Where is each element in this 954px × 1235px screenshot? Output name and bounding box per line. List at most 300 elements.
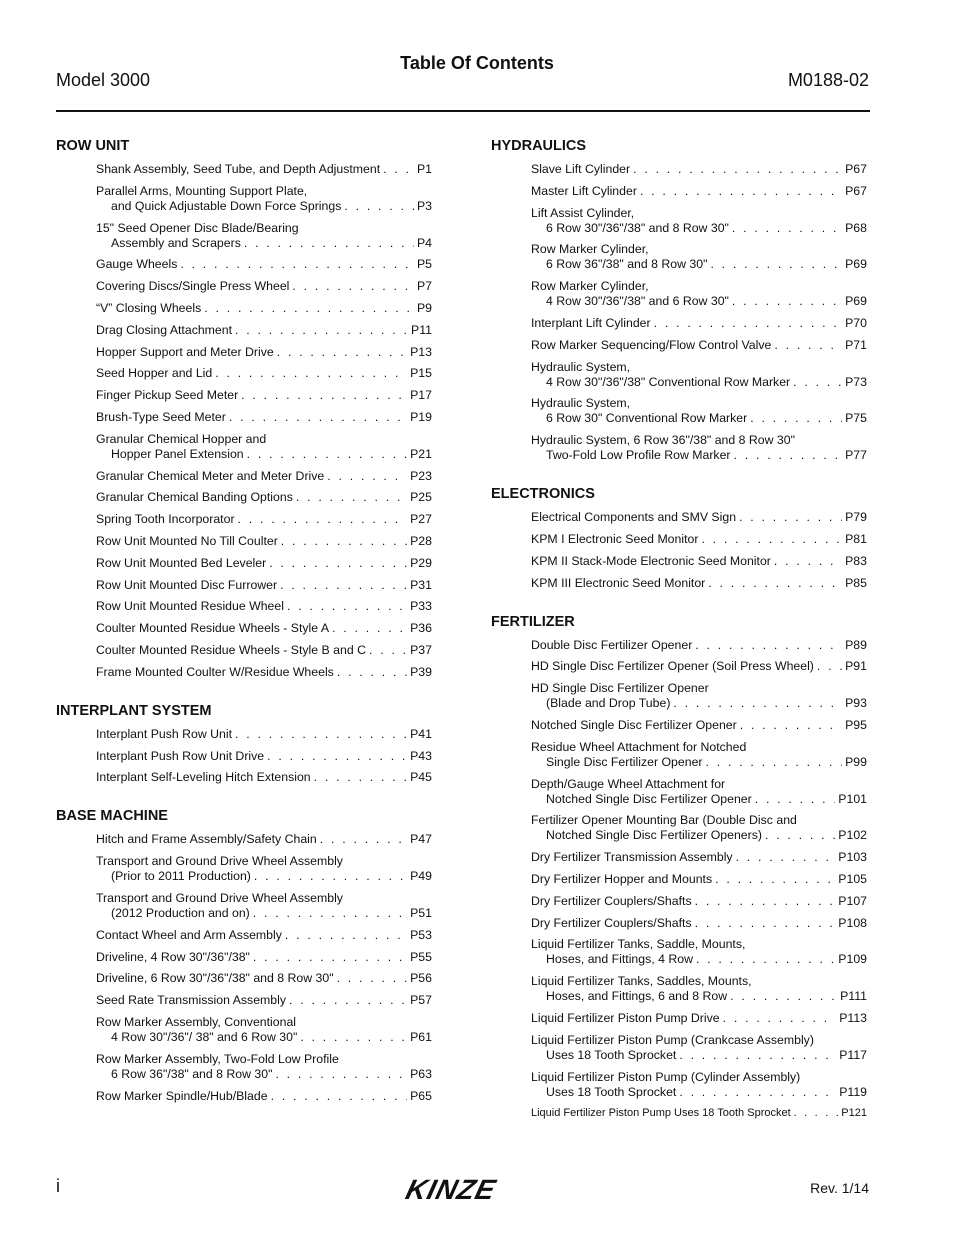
- entry-title-line: Liquid Fertilizer Tanks, Saddle, Mounts,: [531, 937, 746, 952]
- entry-title: KPM II Stack-Mode Electronic Seed Monitor: [531, 553, 771, 568]
- toc-entry[interactable]: [96, 534, 432, 549]
- entry-page-number: P4: [416, 235, 432, 250]
- entry-page-number: P17: [410, 388, 432, 403]
- entry-title: HD Single Disc Fertilizer Opener (Soil Press Wheel): [531, 659, 814, 674]
- toc-entry[interactable]: [96, 950, 432, 965]
- dot-leader: [750, 411, 842, 426]
- entry-page-number: P77: [845, 448, 867, 463]
- dot-leader: [180, 257, 414, 272]
- entry-title: 6 Row 30"/36"/38" and 8 Row 30": [546, 220, 729, 235]
- toc-entry[interactable]: [96, 162, 432, 177]
- entry-title: Uses 18 Tooth Sprocket: [546, 1084, 677, 1099]
- entry-page-number: P5: [416, 257, 432, 272]
- toc-entry[interactable]: [531, 777, 867, 807]
- toc-entry[interactable]: [96, 891, 432, 921]
- dot-leader: [734, 448, 843, 463]
- toc-entry[interactable]: [96, 279, 432, 294]
- toc-entry[interactable]: [96, 301, 432, 316]
- toc-section: [491, 137, 867, 463]
- toc-entry[interactable]: [96, 643, 432, 658]
- entry-title: 4 Row 30"/36"/38" and 6 Row 30": [546, 294, 729, 309]
- entry-title-line: Granular Chemical Hopper and: [96, 431, 267, 446]
- entry-title-line: Lift Assist Cylinder,: [531, 205, 635, 220]
- dot-leader: [755, 792, 836, 807]
- entry-title-line: 15" Seed Opener Disc Blade/Bearing: [96, 220, 299, 235]
- left-column: [56, 137, 432, 1126]
- entry-title: Interplant Push Row Unit: [96, 726, 233, 741]
- toc-entry[interactable]: [96, 512, 432, 527]
- toc-entry[interactable]: [531, 433, 867, 463]
- toc-entry[interactable]: [531, 1106, 867, 1121]
- dot-leader: [275, 1067, 407, 1082]
- toc-entry[interactable]: [531, 872, 867, 887]
- toc-entry[interactable]: [96, 257, 432, 272]
- entry-title: Hopper Panel Extension: [111, 446, 244, 461]
- toc-entry[interactable]: [96, 432, 432, 462]
- dot-leader: [247, 447, 407, 462]
- dot-leader: [337, 971, 408, 986]
- toc-entry[interactable]: [531, 532, 867, 547]
- dot-leader: [235, 323, 408, 338]
- entry-page-number: P113: [839, 1010, 867, 1025]
- dot-leader: [739, 510, 842, 525]
- entry-title: Seed Rate Transmission Assembly: [96, 993, 287, 1008]
- dot-leader: [267, 749, 407, 764]
- entry-page-number: P109: [838, 952, 867, 967]
- dot-leader: [817, 659, 842, 674]
- toc-entry[interactable]: [96, 928, 432, 943]
- entry-page-number: P55: [410, 949, 432, 964]
- entry-title: Coulter Mounted Residue Wheels - Style B and C: [96, 642, 366, 657]
- entry-page-number: P9: [416, 300, 432, 315]
- dot-leader: [730, 989, 837, 1004]
- entry-title-line: Residue Wheel Attachment for Notched: [531, 739, 747, 754]
- entry-page-number: P69: [845, 294, 867, 309]
- dot-leader: [723, 1011, 837, 1026]
- dot-leader: [654, 316, 842, 331]
- entry-title: 6 Row 30" Conventional Row Marker: [546, 411, 748, 426]
- entry-page-number: P103: [838, 850, 867, 865]
- dot-leader: [253, 906, 407, 921]
- entry-page-number: P43: [410, 748, 432, 763]
- entry-page-number: P29: [410, 555, 432, 570]
- entry-title: Single Disc Fertilizer Opener: [546, 754, 703, 769]
- dot-leader: [344, 199, 414, 214]
- kinze-logo: [403, 1176, 525, 1202]
- entry-page-number: P51: [410, 905, 432, 920]
- section-title: INTERPLANT SYSTEM: [56, 702, 212, 719]
- toc-entry[interactable]: [531, 316, 867, 331]
- toc-entry[interactable]: [531, 813, 867, 843]
- entry-page-number: P119: [839, 1084, 867, 1099]
- entry-title: 6 Row 36"/38" and 8 Row 30": [111, 1066, 273, 1081]
- toc-entry[interactable]: [531, 184, 867, 199]
- dot-leader: [736, 850, 836, 865]
- entry-title: Dry Fertilizer Hopper and Mounts: [531, 871, 713, 886]
- toc-entry[interactable]: [531, 740, 867, 770]
- entry-title-line: Row Marker Cylinder,: [531, 242, 649, 257]
- toc-section: [56, 137, 432, 680]
- entry-page-number: P21: [410, 446, 432, 461]
- toc-entry[interactable]: [96, 749, 432, 764]
- entry-title: Assembly and Scrapers: [111, 235, 241, 250]
- entry-page-number: P7: [416, 279, 432, 294]
- dot-leader: [695, 638, 842, 653]
- entry-title: Dry Fertilizer Couplers/Shafts: [531, 893, 692, 908]
- entry-page-number: P33: [410, 599, 432, 614]
- toc-entry[interactable]: [96, 490, 432, 505]
- entry-page-number: P15: [410, 366, 432, 381]
- toc-entry[interactable]: [96, 410, 432, 425]
- toc-section: [491, 485, 867, 590]
- toc-entry[interactable]: [531, 638, 867, 653]
- toc-entry[interactable]: [531, 1070, 867, 1100]
- dot-leader: [633, 162, 842, 177]
- entry-page-number: P65: [410, 1088, 432, 1103]
- entry-title: Covering Discs/Single Press Wheel: [96, 279, 290, 294]
- entry-page-number: P56: [410, 971, 432, 986]
- dot-leader: [701, 532, 842, 547]
- model-name: Model 3000: [56, 70, 151, 90]
- entry-page-number: P61: [410, 1029, 432, 1044]
- entry-title-line: Row Marker Assembly, Conventional: [96, 1014, 297, 1029]
- right-column: [491, 137, 867, 1143]
- toc-entry[interactable]: [96, 578, 432, 593]
- entry-page-number: P79: [845, 510, 867, 525]
- toc-entry[interactable]: [531, 1033, 867, 1063]
- entry-title: Driveline, 6 Row 30"/36"/38" and 8 Row 30": [96, 971, 334, 986]
- toc-entry[interactable]: [96, 665, 432, 680]
- dot-leader: [271, 1089, 408, 1104]
- toc-entry[interactable]: [531, 659, 867, 674]
- toc-entry[interactable]: [96, 1015, 432, 1045]
- dot-leader: [793, 375, 842, 390]
- toc-entry[interactable]: [96, 621, 432, 636]
- entry-page-number: P70: [845, 315, 867, 330]
- entry-page-number: P45: [410, 770, 432, 785]
- entry-page-number: P121: [841, 1107, 867, 1120]
- toc-entry[interactable]: [531, 554, 867, 569]
- dot-leader: [794, 1106, 839, 1121]
- entry-page-number: P36: [410, 621, 432, 636]
- dot-leader: [327, 469, 407, 484]
- entry-title-line: Depth/Gauge Wheel Attachment for: [531, 776, 726, 791]
- dot-leader: [229, 410, 407, 425]
- entry-page-number: P19: [410, 409, 432, 424]
- dot-leader: [238, 512, 408, 527]
- entry-title: Granular Chemical Banding Options: [96, 490, 293, 505]
- entry-title: Interplant Push Row Unit Drive: [96, 748, 265, 763]
- entry-page-number: P99: [845, 754, 867, 769]
- entry-page-number: P3: [416, 198, 432, 213]
- entry-title: Hoses, and Fittings, 6 and 8 Row: [546, 989, 728, 1004]
- entry-page-number: P101: [838, 791, 867, 806]
- dot-leader: [320, 832, 407, 847]
- toc-entry[interactable]: [96, 832, 432, 847]
- entry-page-number: P13: [410, 344, 432, 359]
- header-divider: [56, 110, 870, 112]
- toc-entry[interactable]: [96, 184, 432, 214]
- entry-page-number: P81: [845, 531, 867, 546]
- entry-title: Contact Wheel and Arm Assembly: [96, 927, 282, 942]
- entry-page-number: P37: [410, 642, 432, 657]
- dot-leader: [235, 727, 407, 742]
- dot-leader: [281, 534, 407, 549]
- dot-leader: [292, 279, 414, 294]
- dot-leader: [732, 221, 842, 236]
- dot-leader: [774, 338, 842, 353]
- entry-page-number: P93: [845, 696, 867, 711]
- toc-entry[interactable]: [531, 279, 867, 309]
- entry-page-number: P69: [845, 257, 867, 272]
- entry-title: Frame Mounted Coulter W/Residue Wheels: [96, 664, 334, 679]
- toc-section: [56, 702, 432, 786]
- dot-leader: [269, 556, 407, 571]
- dot-leader: [369, 643, 407, 658]
- toc-entry[interactable]: [531, 974, 867, 1004]
- dot-leader: [285, 928, 407, 943]
- entry-title: Row Unit Mounted No Till Coulter: [96, 533, 278, 548]
- entry-page-number: P63: [410, 1066, 432, 1081]
- toc-entry[interactable]: [531, 162, 867, 177]
- dot-leader: [296, 490, 407, 505]
- section-title: BASE MACHINE: [56, 808, 168, 825]
- page-title: Table Of Contents: [400, 53, 554, 73]
- dot-leader: [765, 828, 835, 843]
- toc-entry[interactable]: [96, 469, 432, 484]
- entry-title: Hoses, and Fittings, 4 Row: [546, 952, 693, 967]
- entry-page-number: P53: [410, 927, 432, 942]
- dot-leader: [241, 388, 407, 403]
- dot-leader: [383, 162, 414, 177]
- entry-page-number: P95: [845, 717, 867, 732]
- entry-page-number: P25: [410, 490, 432, 505]
- entry-title: (Blade and Drop Tube): [546, 696, 671, 711]
- toc-entry[interactable]: [531, 1011, 867, 1026]
- entry-title: 4 Row 30"/36"/38" Conventional Row Marker: [546, 374, 791, 389]
- entry-page-number: P49: [410, 869, 432, 884]
- toc-entry[interactable]: [96, 993, 432, 1008]
- dot-leader: [337, 665, 407, 680]
- toc-entry[interactable]: [531, 718, 867, 733]
- entry-page-number: P107: [838, 893, 867, 908]
- entry-page-number: P105: [838, 871, 867, 886]
- entry-title: Row Unit Mounted Disc Furrower: [96, 577, 278, 592]
- dot-leader: [774, 554, 842, 569]
- entry-title: Two-Fold Low Profile Row Marker: [546, 448, 731, 463]
- page-number: i: [56, 1176, 60, 1196]
- entry-title: Uses 18 Tooth Sprocket: [546, 1047, 677, 1062]
- entry-title: and Quick Adjustable Down Force Springs: [111, 198, 342, 213]
- entry-title-line: Hydraulic System, 6 Row 36"/38" and 8 Row 30": [531, 433, 795, 448]
- toc-entry[interactable]: [531, 576, 867, 591]
- entry-title: Row Marker Sequencing/Flow Control Valve: [531, 337, 772, 352]
- entry-title: Driveline, 4 Row 30"/36"/38": [96, 949, 250, 964]
- revision-label: Rev. 1/14: [810, 1180, 869, 1196]
- entry-title-line: Liquid Fertilizer Tanks, Saddles, Mounts,: [531, 974, 752, 989]
- entry-title: (Prior to 2011 Production): [111, 869, 251, 884]
- toc-entry[interactable]: [531, 850, 867, 865]
- entry-title: Row Unit Mounted Bed Leveler: [96, 555, 267, 570]
- entry-title: Dry Fertilizer Couplers/Shafts: [531, 915, 692, 930]
- dot-leader: [696, 952, 835, 967]
- dot-leader: [277, 345, 407, 360]
- entry-page-number: P83: [845, 553, 867, 568]
- dot-leader: [314, 770, 407, 785]
- dot-leader: [706, 755, 843, 770]
- entry-page-number: P1: [416, 162, 432, 176]
- toc-entry[interactable]: [531, 396, 867, 426]
- toc-entry[interactable]: [531, 242, 867, 272]
- entry-title: Coulter Mounted Residue Wheels - Style A: [96, 621, 330, 636]
- toc-entry[interactable]: [531, 360, 867, 390]
- dot-leader: [740, 718, 842, 733]
- entry-page-number: P75: [845, 411, 867, 426]
- dot-leader: [244, 236, 414, 251]
- logo-text: KINZE: [403, 1176, 500, 1202]
- entry-page-number: P57: [410, 993, 432, 1008]
- entry-title-line: Hydraulic System,: [531, 396, 631, 411]
- toc-entry[interactable]: [96, 221, 432, 251]
- entry-page-number: P28: [410, 533, 432, 548]
- entry-page-number: P41: [410, 726, 432, 741]
- toc-entry[interactable]: [96, 345, 432, 360]
- entry-title: Double Disc Fertilizer Opener: [531, 637, 693, 652]
- dot-leader: [204, 301, 414, 316]
- entry-title: Notched Single Disc Fertilizer Opener: [531, 717, 737, 732]
- entry-title: Notched Single Disc Fertilizer Openers): [546, 828, 762, 843]
- entry-title: Hopper Support and Meter Drive: [96, 344, 274, 359]
- entry-title: Row Unit Mounted Residue Wheel: [96, 599, 284, 614]
- entry-title-line: HD Single Disc Fertilizer Opener: [531, 681, 709, 696]
- entry-page-number: P39: [410, 664, 432, 679]
- entry-page-number: P89: [845, 637, 867, 652]
- dot-leader: [640, 184, 842, 199]
- toc-entry[interactable]: [531, 937, 867, 967]
- entry-title: Electrical Components and SMV Sign: [531, 510, 737, 525]
- toc-entry[interactable]: [531, 681, 867, 711]
- entry-title: Notched Single Disc Fertilizer Opener: [546, 791, 752, 806]
- entry-title-line: Fertilizer Opener Mounting Bar (Double Disc and: [531, 813, 797, 828]
- entry-page-number: P73: [845, 374, 867, 389]
- dot-leader: [673, 696, 842, 711]
- toc-entry[interactable]: [96, 556, 432, 571]
- toc-entry[interactable]: [96, 854, 432, 884]
- dot-leader: [254, 869, 407, 884]
- dot-leader: [280, 578, 407, 593]
- entry-title: (2012 Production and on): [111, 905, 250, 920]
- entry-title: Drag Closing Attachment: [96, 322, 233, 337]
- entry-page-number: P85: [845, 575, 867, 590]
- dot-leader: [679, 1048, 836, 1063]
- entry-title: Slave Lift Cylinder: [531, 162, 631, 176]
- toc-entry[interactable]: [531, 916, 867, 931]
- entry-page-number: P117: [839, 1047, 867, 1062]
- entry-title: KPM III Electronic Seed Monitor: [531, 575, 706, 590]
- entry-title: Liquid Fertilizer Piston Pump Uses 18 Tooth Sprocket: [531, 1107, 791, 1120]
- dot-leader: [732, 294, 842, 309]
- entry-title: Liquid Fertilizer Piston Pump Drive: [531, 1010, 720, 1025]
- dot-leader: [708, 576, 842, 591]
- entry-page-number: P102: [838, 828, 867, 843]
- entry-title-line: Liquid Fertilizer Piston Pump (Crankcase Assembly): [531, 1032, 814, 1047]
- dot-leader: [253, 950, 407, 965]
- dot-leader: [332, 621, 407, 636]
- entry-title: Gauge Wheels: [96, 257, 178, 272]
- entry-page-number: P23: [410, 468, 432, 483]
- toc-entry[interactable]: [96, 770, 432, 785]
- dot-leader: [287, 599, 407, 614]
- section-title: ROW UNIT: [56, 138, 130, 154]
- entry-title: Interplant Lift Cylinder: [531, 315, 651, 330]
- toc-entry[interactable]: [96, 366, 432, 381]
- entry-title-line: Transport and Ground Drive Wheel Assembly: [96, 890, 343, 905]
- section-title: HYDRAULICS: [491, 138, 587, 154]
- entry-title: Brush-Type Seed Meter: [96, 409, 226, 424]
- entry-title: Master Lift Cylinder: [531, 183, 637, 198]
- entry-title: 4 Row 30"/36"/ 38" and 6 Row 30": [111, 1029, 298, 1044]
- toc-entry[interactable]: [531, 206, 867, 236]
- entry-title-line: Parallel Arms, Mounting Support Plate,: [96, 183, 308, 198]
- dot-leader: [695, 916, 836, 931]
- entry-title: Interplant Self-Leveling Hitch Extension: [96, 770, 311, 785]
- document-number: M0188-02: [787, 70, 869, 90]
- entry-title: Row Marker Spindle/Hub/Blade: [96, 1088, 268, 1103]
- dot-leader: [300, 1030, 407, 1045]
- dot-leader: [679, 1085, 836, 1100]
- entry-title: Finger Pickup Seed Meter: [96, 388, 239, 403]
- entry-page-number: P111: [840, 989, 867, 1004]
- dot-leader: [695, 894, 836, 909]
- entry-title-line: Liquid Fertilizer Piston Pump (Cylinder Assembly): [531, 1069, 801, 1084]
- entry-page-number: P71: [845, 337, 867, 352]
- entry-title: Spring Tooth Incorporator: [96, 512, 235, 527]
- entry-title: Shank Assembly, Seed Tube, and Depth Adjustment: [96, 162, 381, 176]
- entry-page-number: P91: [845, 659, 867, 674]
- entry-page-number: P27: [410, 512, 432, 527]
- toc-entry[interactable]: [96, 971, 432, 986]
- entry-page-number: P67: [845, 183, 867, 198]
- toc-entry[interactable]: [96, 388, 432, 403]
- dot-leader: [215, 366, 407, 381]
- toc-section: [56, 807, 432, 1103]
- toc-entry[interactable]: [96, 1052, 432, 1082]
- toc-entry[interactable]: [96, 323, 432, 338]
- entry-title: “V” Closing Wheels: [96, 300, 202, 315]
- entry-title-line: Hydraulic System,: [531, 359, 631, 374]
- entry-page-number: P108: [838, 915, 867, 930]
- toc-entry[interactable]: [531, 894, 867, 909]
- entry-title-line: Row Marker Assembly, Two-Fold Low Profile: [96, 1051, 339, 1066]
- dot-leader: [715, 872, 835, 887]
- dot-leader: [289, 993, 407, 1008]
- toc-entry[interactable]: [531, 510, 867, 525]
- entry-title: 6 Row 36"/38" and 8 Row 30": [546, 257, 708, 272]
- entry-title: Dry Fertilizer Transmission Assembly: [531, 850, 733, 865]
- section-title: FERTILIZER: [491, 613, 575, 630]
- toc-entry[interactable]: [531, 338, 867, 353]
- entry-title-line: Row Marker Cylinder,: [531, 279, 649, 294]
- toc-entry[interactable]: [96, 1089, 432, 1104]
- toc-entry[interactable]: [96, 727, 432, 742]
- entry-title-line: Transport and Ground Drive Wheel Assembly: [96, 854, 343, 869]
- entry-page-number: P47: [410, 832, 432, 847]
- entry-title: Seed Hopper and Lid: [96, 366, 213, 381]
- dot-leader: [710, 257, 842, 272]
- entry-title: Granular Chemical Meter and Meter Drive: [96, 468, 325, 483]
- toc-entry[interactable]: [96, 599, 432, 614]
- entry-title: Hitch and Frame Assembly/Safety Chain: [96, 832, 317, 847]
